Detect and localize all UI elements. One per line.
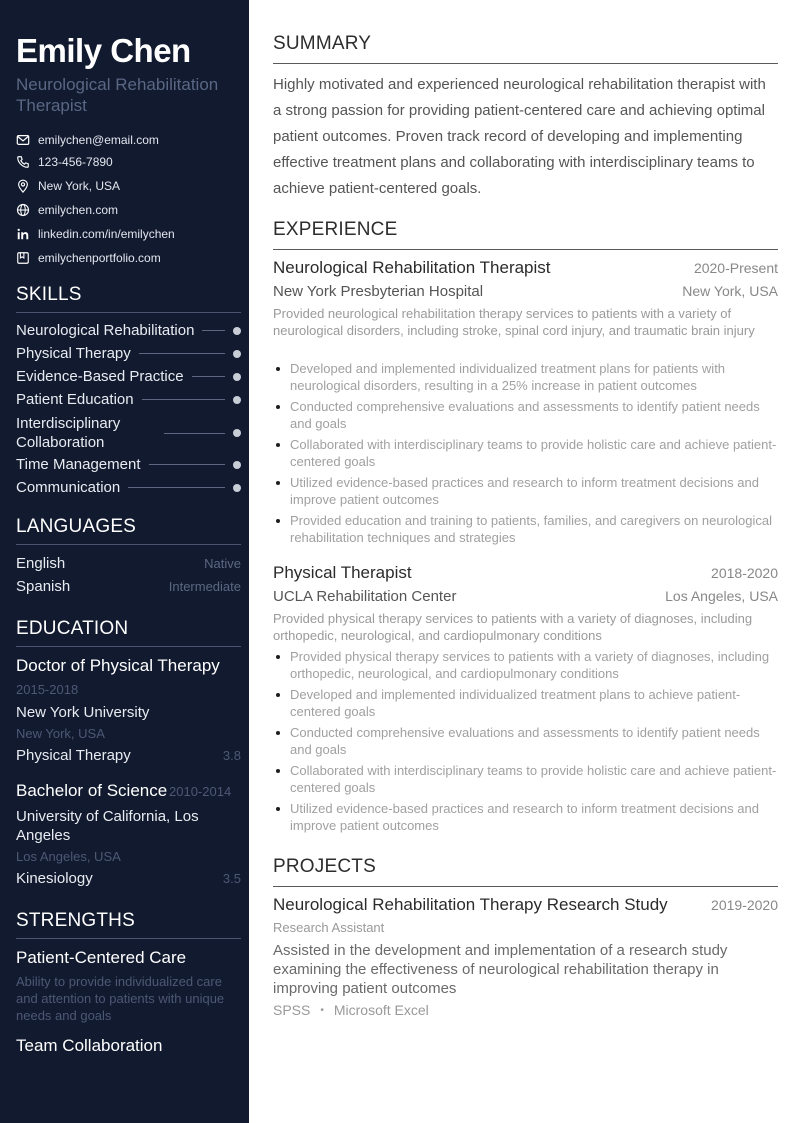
skill-line	[139, 353, 225, 354]
education-degree: Doctor of Physical Therapy	[16, 656, 220, 675]
contact-phone-text: 123-456-7890	[38, 155, 113, 169]
phone-icon	[16, 155, 30, 169]
candidate-name: Emily Chen	[16, 32, 191, 69]
language-name: Spanish	[16, 578, 71, 595]
education-school: University of California, Los Angeles	[16, 808, 199, 844]
contact-linkedin[interactable]	[16, 226, 175, 242]
skill-item	[16, 322, 241, 339]
project-role: Research Assistant	[273, 920, 385, 935]
contact-location-text: New York, USA	[38, 179, 121, 193]
contact-email[interactable]	[16, 132, 159, 148]
project-description: Assisted in the development and implementation of a research study examining the effectiveness of neurological rehabilitation therapy in improving patient outcomes	[273, 942, 728, 997]
job-location: Los Angeles, USA	[665, 588, 778, 604]
projects-heading: PROJECTS	[273, 856, 778, 887]
job-title: Physical Therapist	[273, 563, 412, 582]
job-company: UCLA Rehabilitation Center	[273, 588, 457, 605]
job-description: Provided neurological rehabilitation therapy services to patients with a variety of neurological disorders, including stroke, spinal cord injury, and traumatic brain injury	[273, 306, 755, 338]
job-bullet: Collaborated with interdisciplinary teams to provide holistic care and achieve patient-centered goals	[273, 762, 778, 796]
education-field: Kinesiology	[16, 870, 93, 887]
contact-portfolio-text: emilychenportfolio.com	[38, 251, 161, 265]
job-header	[273, 563, 778, 583]
education-field: Physical Therapy	[16, 747, 131, 764]
project-title: Neurological Rehabilitation Therapy Research Study	[273, 895, 668, 914]
contact-website-text: emilychen.com	[38, 203, 119, 217]
main-content	[273, 0, 778, 1123]
education-degree: Bachelor of Science	[16, 781, 168, 800]
strengths-heading: STRENGTHS	[16, 910, 241, 939]
skill-item	[16, 368, 241, 385]
job-bullet: Developed and implemented individualized treatment plans to achieve patient-centered goals	[273, 686, 778, 720]
education-location: Los Angeles, USA	[16, 849, 121, 864]
job-bullet: Utilized evidence-based practices and research to inform treatment decisions and improve patient outcomes	[273, 800, 778, 834]
project-header	[273, 895, 778, 915]
job-bullet: Developed and implemented individualized treatment plans for patients with neurological disorders, resulting in a 25% increase in patient outcomes	[273, 360, 778, 394]
skills-heading: SKILLS	[16, 284, 241, 313]
candidate-title: Neurological Rehabilitation Therapist	[16, 75, 219, 115]
location-pin-icon	[16, 179, 30, 193]
skill-label: Communication	[16, 479, 121, 496]
education-dates: 2015-2018	[16, 682, 79, 697]
contact-linkedin-text: linkedin.com/in/emilychen	[38, 227, 175, 241]
language-name: English	[16, 555, 66, 572]
education-heading: EDUCATION	[16, 618, 241, 647]
education-location: New York, USA	[16, 726, 105, 741]
language-level: Native	[204, 556, 241, 571]
skill-item	[16, 414, 241, 452]
skill-item	[16, 345, 241, 362]
skill-item	[16, 391, 241, 408]
job-company: New York Presbyterian Hospital	[273, 283, 484, 300]
job-bullet: Collaborated with interdisciplinary teams to provide holistic care and achieve patient-centered goals	[273, 436, 778, 470]
job-dates: 2020-Present	[693, 260, 778, 276]
skill-dot	[233, 396, 241, 404]
tag-separator: •	[320, 1004, 324, 1016]
skill-line	[128, 487, 225, 488]
job-company-row	[273, 588, 778, 605]
language-item	[16, 578, 241, 595]
strength-title: Patient-Centered Care	[16, 948, 187, 967]
language-level: Intermediate	[168, 579, 241, 594]
skill-line	[149, 464, 226, 465]
sidebar	[0, 0, 249, 1123]
job-company-row	[273, 283, 778, 300]
project-tag: SPSS	[273, 1002, 311, 1018]
skill-dot	[233, 484, 241, 492]
job-bullet: Provided physical therapy services to patients with a variety of diagnoses, including orthopedic, neurological, and cardiopulmonary conditions	[273, 648, 778, 682]
contact-website[interactable]	[16, 202, 118, 218]
mail-icon	[16, 133, 30, 147]
job-bullets	[273, 360, 778, 546]
project-dates: 2019-2020	[711, 897, 778, 913]
job-dates: 2018-2020	[711, 565, 778, 581]
skill-label: Evidence-Based Practice	[16, 368, 184, 385]
skill-dot	[233, 373, 241, 381]
skill-dot	[233, 327, 241, 335]
job-title: Neurological Rehabilitation Therapist	[273, 258, 551, 277]
skill-line	[164, 433, 225, 434]
job-bullets	[273, 648, 778, 834]
job-location: New York, USA	[682, 283, 778, 299]
job-bullet: Conducted comprehensive evaluations and assessments to identify patient needs and goals	[273, 724, 778, 758]
skill-item	[16, 456, 241, 473]
portfolio-icon	[16, 251, 30, 265]
job-bullet: Utilized evidence-based practices and research to inform treatment decisions and improve patient outcomes	[273, 474, 778, 508]
skill-line	[192, 376, 225, 377]
skill-line	[142, 399, 225, 400]
skill-line	[202, 330, 225, 331]
job-header	[273, 258, 778, 278]
project-tags	[273, 1002, 429, 1018]
education-dates: 2010-2014	[169, 784, 232, 799]
education-gpa: 3.8	[222, 748, 241, 763]
globe-icon	[16, 203, 30, 217]
skill-dot	[233, 461, 241, 469]
linkedin-icon	[16, 227, 30, 241]
contact-portfolio[interactable]	[16, 250, 161, 266]
skill-item	[16, 479, 241, 496]
job-description: Provided physical therapy services to patients with a variety of diagnoses, including orthopedic, neurological, and cardiopulmonary conditions	[273, 611, 753, 643]
skill-label: Patient Education	[16, 391, 134, 408]
education-gpa: 3.5	[222, 871, 241, 886]
summary-heading: SUMMARY	[273, 33, 778, 64]
skill-label: Interdisciplinary Collaboration	[16, 415, 121, 451]
skill-label: Neurological Rehabilitation	[16, 322, 195, 339]
education-school: New York University	[16, 704, 150, 721]
job-bullet: Provided education and training to patients, families, and caregivers on neurological rehabilitation techniques and strategies	[273, 512, 778, 546]
strength-title: Team Collaboration	[16, 1036, 163, 1055]
skill-dot	[233, 429, 241, 437]
skill-label: Time Management	[16, 456, 141, 473]
skill-label: Physical Therapy	[16, 345, 131, 362]
strength-description: Ability to provide individualized care and attention to patients with unique needs and goals	[16, 974, 225, 1023]
skill-dot	[233, 350, 241, 358]
experience-heading: EXPERIENCE	[273, 219, 778, 250]
contact-location	[16, 178, 120, 194]
job-bullet: Conducted comprehensive evaluations and assessments to identify patient needs and goals	[273, 398, 778, 432]
project-tag: Microsoft Excel	[333, 1002, 429, 1018]
languages-heading: LANGUAGES	[16, 516, 241, 545]
summary-text: Highly motivated and experienced neurological rehabilitation therapist with a strong passion for providing patient-centered care and achieving optimal patient outcomes. Proven track record of developing and implementing effective treatment plans and collaborating with interdisciplinary teams to achieve patient-centered goals.	[273, 76, 766, 197]
contact-email-text: emilychen@email.com	[38, 133, 159, 147]
language-item	[16, 555, 241, 572]
contact-phone[interactable]	[16, 154, 113, 170]
